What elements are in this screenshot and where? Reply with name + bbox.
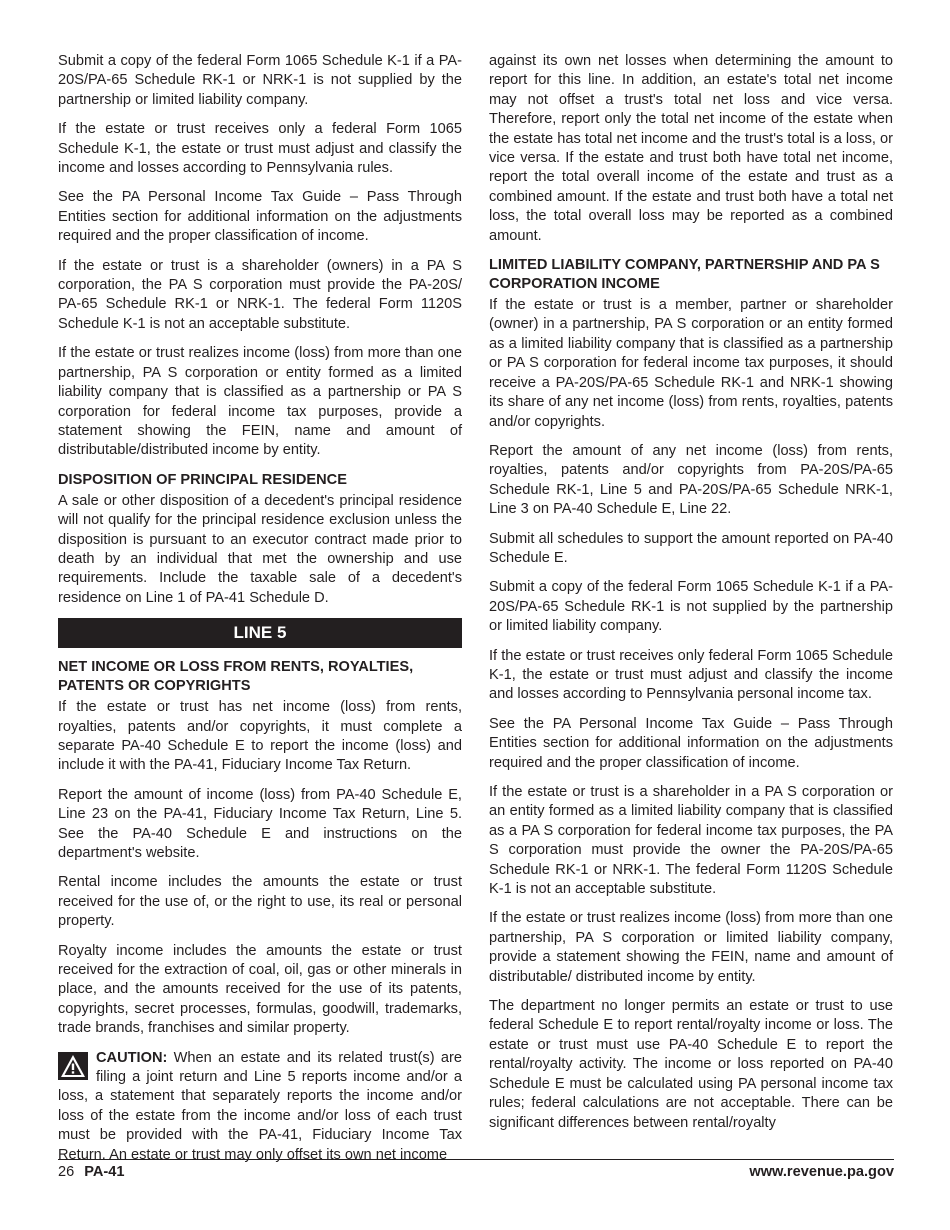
paragraph-offset-losses: against its own net losses when determining the amount to report for this line. In addition, an estate's total net income may not offset a trust's total net loss and vice versa. Therefore, report only the total net income of the estate when the estate has total net income and the trust's total is a loss, or vice versa. If the estate and trust both have total net income, report the total overall income of the estate and trust as a combined amount. If the estate and trust both have a total net loss, the total overall loss may be reported as a combined amount. [489,53,893,244]
paragraph-report-rk1: Report the amount of any net income (loss) from rents, royalties, patents and/or copyrights from PA-20S/PA-65 Schedule RK-1, Line 5 and PA-20S/PA-65 Schedule NRK-1, Line 3 on PA-40 Schedule E, Line 22. [489,442,893,518]
paragraph-principal-residence: A sale or other disposition of a decedent's principal residence will not qualify for the principal residence exclusion unless the disposition is pursuant to an executor contract made prior to death by an individual that met the ownership and use requirements. Include the taxable sale of a decedent's residence on Line 1 of PA-41 Schedule D. [58,492,462,606]
page-number: 26 [58,1164,75,1180]
right-column [489,52,893,1143]
heading-llc-partnership-income: LIMITED LIABILITY COMPANY, PARTNERSHIP AND PA S CORPORATION INCOME [489,257,880,293]
paragraph-tax-guide: See the PA Personal Income Tax Guide – Pass Through Entities section for additional information on the adjustments required and the proper classification of income. [58,189,462,245]
paragraph-multiple-entities: If the estate or trust realizes income (loss) from more than one partnership, PA S corporation or entity formed as a limited liability company that is classified as a partnership or PA S corporation for federal income tax purposes, provide a statement showing the FEIN, name and amount of distributable/distributed income by entity. [58,345,462,459]
footer-website[interactable]: www.revenue.pa.gov [749,1164,894,1180]
paragraph-k1-copy-right: Submit a copy of the federal Form 1065 Schedule K-1 if a PA-20S/PA-65 Schedule RK-1 is not supplied by the partnership or limited liability company. [489,579,893,635]
paragraph-s-corp-right: If the estate or trust is a shareholder in a PA S corporation or an entity formed as a limited liability company that is classified as a PA S corporation for federal income tax purposes, the PA S corporation must provide the owner the PA-20S/PA-65 Schedule RK-1 or NRK-1. The federal Form 1120S Schedule K-1 is not an acceptable substitute. [489,784,893,898]
paragraph-multiple-entities-right: If the estate or trust realizes income (loss) from more than one partnership, PA S corporation or limited liability company, provide a statement showing the FEIN, name and amount of distributable/ distributed income by entity. [489,910,893,985]
heading-net-income-rents: NET INCOME OR LOSS FROM RENTS, ROYALTIES, PATENTS OR COPYRIGHTS [58,659,414,695]
paragraph-k1-copy: Submit a copy of the federal Form 1065 Schedule K-1 if a PA-20S/PA-65 Schedule RK-1 or NRK-1 is not supplied by the partnership or limited liability company. [58,53,462,108]
paragraph-rental-income: Rental income includes the amounts the estate or trust received for the use of, or the right to use, its real or personal property. [58,874,462,930]
paragraph-tax-guide-right: See the PA Personal Income Tax Guide – Pass Through Entities section for additional information on the adjustments required and the proper classification of income. [489,715,893,771]
paragraph-submit-schedules: Submit all schedules to support the amount reported on PA-40 Schedule E. [489,530,893,566]
paragraph-s-corp-shareholder: If the estate or trust is a shareholder (owners) in a PA S corporation, the PA S corporation must provide the PA-20S/ PA-65 Schedule RK-1 or NRK-1. The federal Form 1120S Schedule K-1 is not an acceptable substitute. [58,257,462,332]
heading-disposition-principal-residence: DISPOSITION OF PRINCIPAL RESIDENCE [58,471,347,488]
warning-triangle-icon [58,1052,88,1080]
paragraph-schedule-e: If the estate or trust has net income (loss) from rents, royalties, patents and/or copyrights, it must complete a separate PA-40 Schedule E to report the income (loss) and include it with the PA-41, Fiduciary Income Tax Return. [58,699,462,774]
paragraph-federal-schedule-e: The department no longer permits an estate or trust to use federal Schedule E to report rental/royalty income or loss. The estate or trust must use PA-40 Schedule E to report the rental/royalty activity. The income or loss reported on PA-40 Schedule E must be calculated using PA personal income tax rules; federal calculations are not acceptable. There can be significant differences between rental/royalty [489,998,893,1131]
paragraph-royalty-income: Royalty income includes the amounts the estate or trust received for the extraction of coal, oil, gas or other minerals in place, and the amounts received for the use of its patents, copyrights, secret processes, formulas, goodwill, trademarks, trade brands, franchises and similar property. [58,942,462,1037]
paragraph-report-amount: Report the amount of income (loss) from PA-40 Schedule E, Line 23 on the PA-41, Fiduciary Income Tax Return, Line 5. See the PA-40 Schedule E and instructions on the department's website. [58,786,462,861]
left-column [58,52,462,1175]
line-5-banner: LINE 5 [58,618,462,648]
paragraph-federal-1065: If the estate or trust receives only a federal Form 1065 Schedule K-1, the estate or trust must adjust and classify the income and losses according to Pennsylvania rules. [58,121,462,177]
form-name: PA-41 [84,1164,125,1180]
caution-paragraph [58,1049,462,1165]
footer-left [58,1162,125,1182]
caution-text: When an estate and its related trust(s) are filing a joint return and Line 5 reports income and/or a loss, a statement that separately reports the income and/or loss of the estate from the income and/or loss of each trust must be provided with the PA-41, Fiduciary Income Tax Return. An estate or trust may only offset its own net income [58,1049,462,1163]
paragraph-federal-1065-right: If the estate or trust receives only federal Form 1065 Schedule K-1, the estate or trust must adjust and classify the income and losses according to Pennsylvania personal income tax. [489,647,893,703]
paragraph-member-partner: If the estate or trust is a member, partner or shareholder (owner) in a partnership, PA S corporation or an entity formed as a limited liability company that is classified as a partnership or PA S corporation for federal income tax purposes, it should receive a PA-20S/PA-65 Schedule RK-1 and NRK-1 showing its share of any net income (loss) from rents, royalties, patents and/or copyrights. [489,297,893,430]
caution-label: CAUTION: [96,1049,168,1066]
footer-divider [58,1159,894,1160]
